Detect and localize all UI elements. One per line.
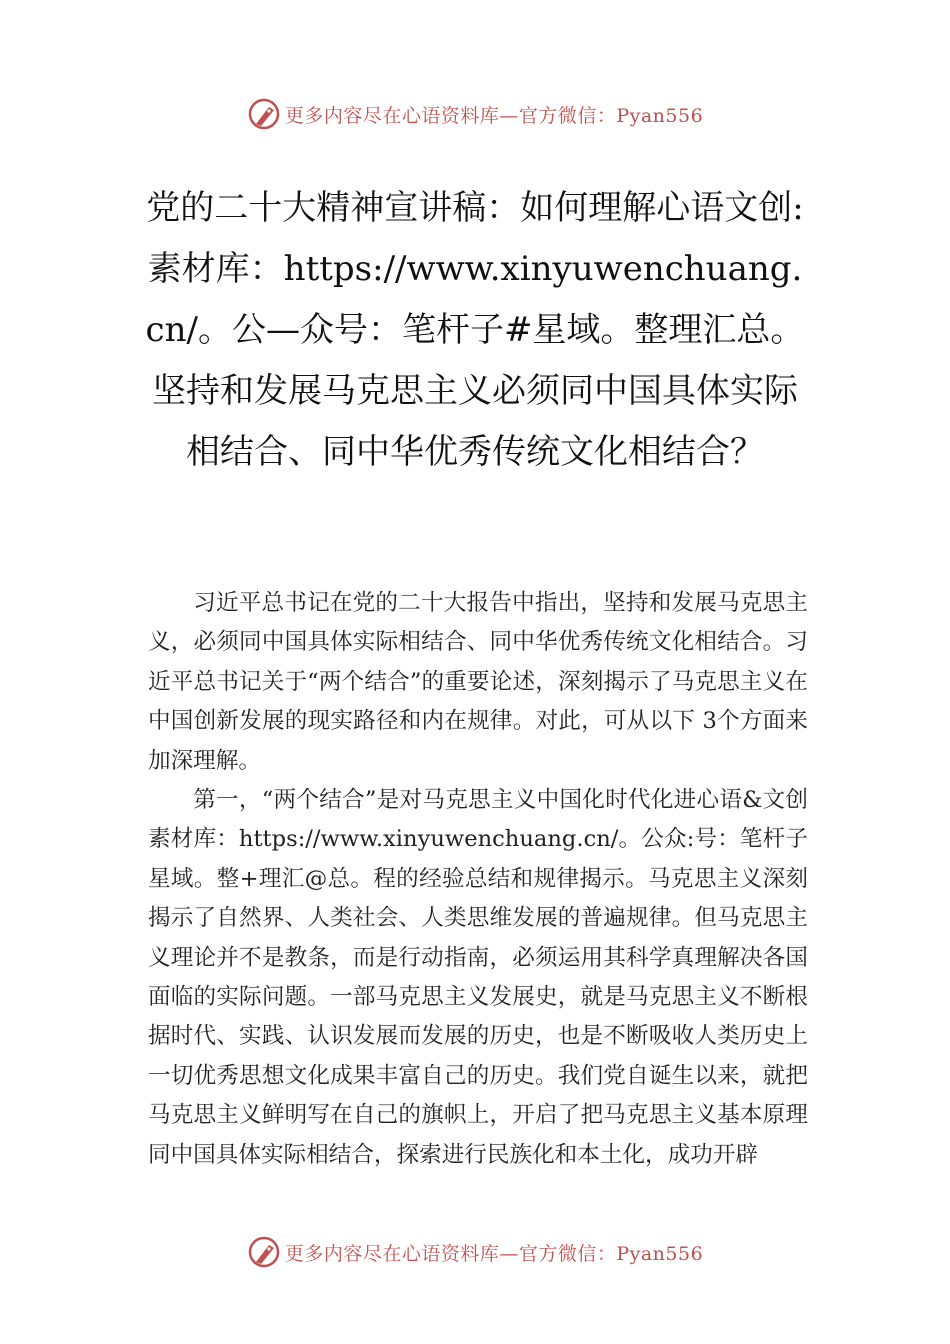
footer-banner <box>0 1234 950 1270</box>
pen-nib-logo-icon <box>247 97 281 131</box>
document-body <box>148 584 808 1175</box>
paragraph: 第一，“两个结合”是对马克思主义中国化时代化进心语&文创素材库：https://www.xinyuwenchuang.cn/。公众:号：笔杆子星域。整+理汇@总。程的经验总结和规律揭示。马克思主义深刻揭示了自然界、人类社会、人类思维发展的普遍规律。但马克思主义理论并不是教条，而是行动指南，必须运用其科学真理解决各国面临的实际问题。一部马克思主义发展史，就是马克思主义不断根据时代、实践、认识发展而发展的历史，也是不断吸收人类历史上一切优秀思想文化成果丰富自己的历史。我们党自诞生以来，就把马克思主义鲜明写在自己的旗帜上，开启了把马克思主义基本原理同中国具体实际相结合，探索进行民族化和本土化，成功开辟 <box>148 787 808 1168</box>
banner-text: 更多内容尽在心语资料库—官方微信：Pyan556 <box>284 104 704 127</box>
document-title: 党的二十大精神宣讲稿：如何理解心语文创:素材库：https://www.xinyuwenchuang.cn/。公—众号：笔杆子#星域。整理汇总。坚持和发展马克思主义必须同中国具体实际相结合、同中华优秀传统文化相结合？ <box>145 188 805 472</box>
paragraph: 习近平总书记在党的二十大报告中指出，坚持和发展马克思主义，必须同中国具体实际相结合、同中华优秀传统文化相结合。习近平总书记关于“两个结合”的重要论述，深刻揭示了马克思主义在中国创新发展的现实路径和内在规律。对此，可从以下 3个方面来加深理解。 <box>148 590 808 774</box>
header-banner <box>0 96 950 132</box>
pen-nib-logo-icon <box>247 1235 281 1269</box>
banner-text: 更多内容尽在心语资料库—官方微信：Pyan556 <box>284 1242 704 1265</box>
